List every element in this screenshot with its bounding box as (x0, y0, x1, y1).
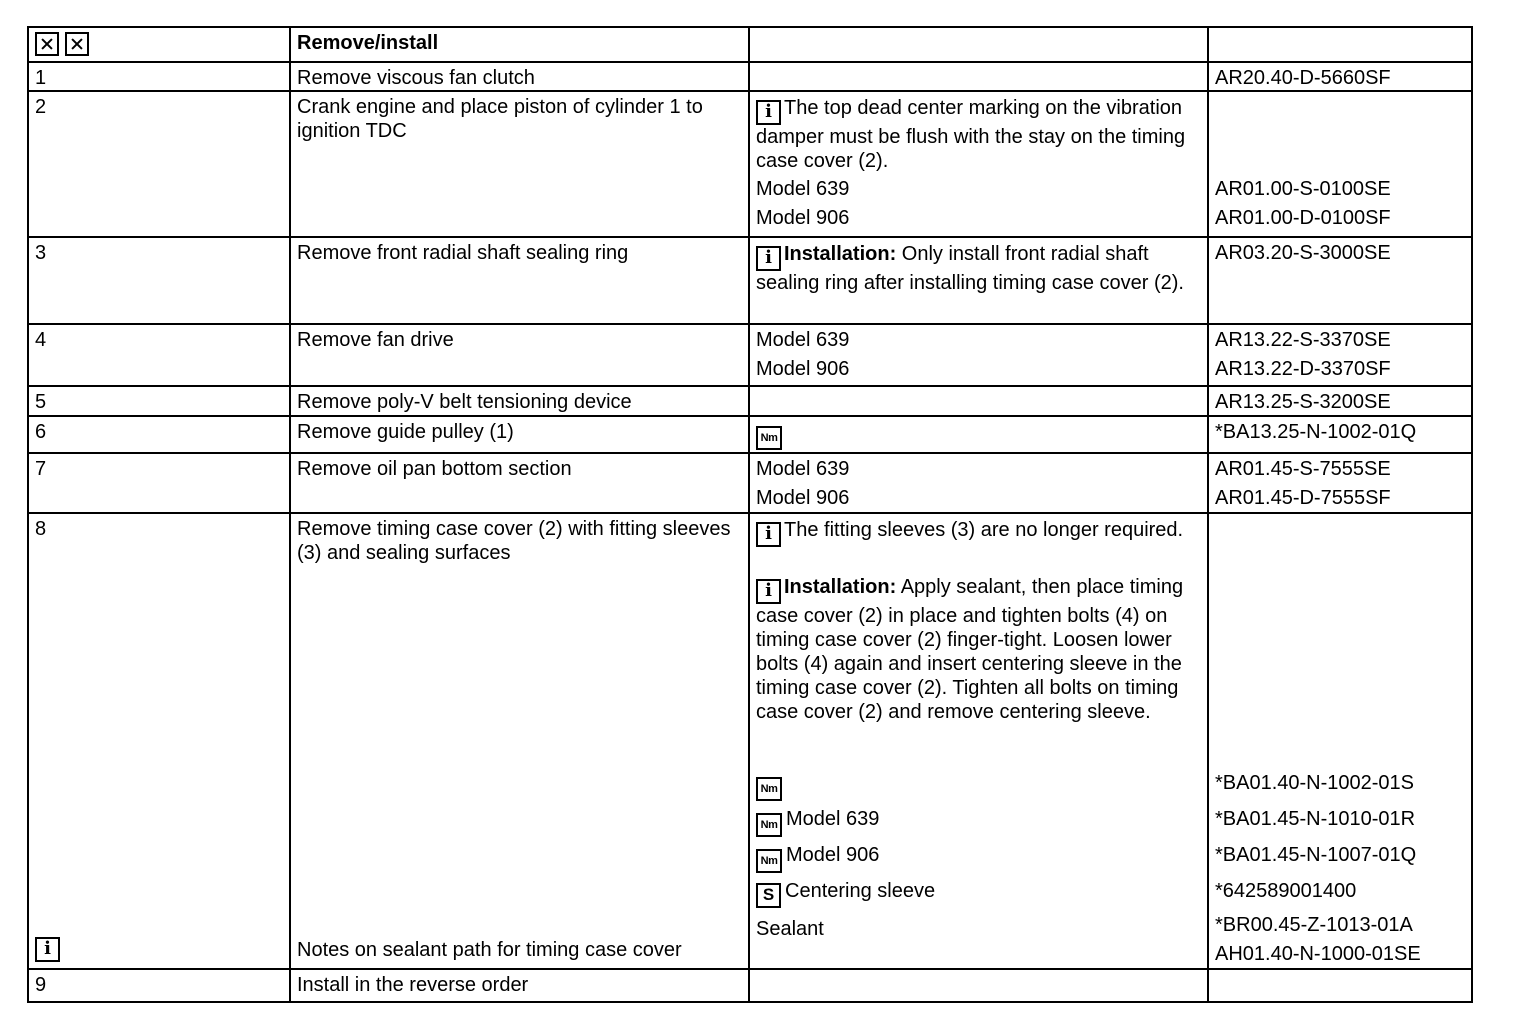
tool-label: Centering sleeve (785, 880, 936, 902)
model-label: Model 639 (756, 329, 850, 351)
header-empty (749, 27, 1208, 62)
model-label: Model 639 (786, 808, 880, 830)
document-link[interactable]: *BA01.45-N-1010-01R (1215, 808, 1416, 830)
step-text: Remove fan drive (297, 329, 454, 351)
document-link[interactable]: *BA13.25-N-1002-01Q (1215, 421, 1417, 443)
info-note: i Installation: Only install front radial shaft sealing ring after installing timing case cover (2). (756, 243, 1184, 294)
step-number: 7 (35, 458, 47, 480)
installation-note: i Installation: Apply sealant, then place timing case cover (2) in place and tighten bolts (4) on timing case cover (2) finger-tight. Loosen lower bolts (4) again and insert centering sleeve in the timing case cover (2). Tighten all bolts on timing case cover (2) and remove centering sleeve. (756, 576, 1184, 723)
procedure-table (27, 26, 1473, 1003)
table-row (28, 513, 1472, 969)
info-icon[interactable]: i (35, 937, 60, 962)
document-link[interactable]: AR13.25-S-3200SE (1215, 391, 1391, 413)
table-row (28, 969, 1472, 1002)
sealant-label: Sealant (756, 918, 824, 940)
document-link[interactable]: AR01.45-S-7555SE (1215, 458, 1391, 480)
document-link[interactable]: AR01.00-D-0100SF (1215, 207, 1391, 229)
notes-link-text[interactable]: Notes on sealant path for timing case cover (297, 939, 682, 961)
collapse-all-icon[interactable] (65, 32, 89, 56)
step-number: 8 (35, 518, 47, 540)
step-text: Remove guide pulley (1) (297, 421, 514, 443)
special-tool-icon[interactable]: S (756, 883, 781, 908)
info-note: i The top dead center marking on the vibration damper must be flush with the stay on the timing case cover (2). (756, 97, 1186, 172)
model-label: Model 639 (756, 458, 850, 480)
torque-icon[interactable]: Nm (756, 849, 782, 873)
model-label: Model 906 (786, 844, 880, 866)
document-link[interactable]: AR20.40-D-5660SF (1215, 67, 1391, 89)
document-link[interactable]: AR01.00-S-0100SE (1215, 178, 1391, 200)
step-number: 4 (35, 329, 47, 351)
step-number: 5 (35, 391, 47, 413)
info-icon[interactable]: i (756, 579, 781, 604)
document-link[interactable]: *BA01.40-N-1002-01S (1215, 772, 1415, 794)
model-label: Model 906 (756, 358, 850, 380)
step-text: Crank engine and place piston of cylinder 1 to ignition TDC (297, 96, 703, 142)
document-link[interactable]: AH01.40-N-1000-01SE (1215, 943, 1421, 965)
info-icon[interactable]: i (756, 522, 781, 547)
document-link[interactable]: AR13.22-S-3370SE (1215, 329, 1391, 351)
document-link[interactable]: *642589001400 (1215, 880, 1357, 902)
table-row (28, 62, 1472, 91)
step-number: 1 (35, 67, 47, 89)
step-number: 9 (35, 974, 47, 996)
document-link[interactable]: *BA01.45-N-1007-01Q (1215, 844, 1417, 866)
model-label: Model 906 (756, 207, 850, 229)
step-number: 3 (35, 242, 47, 264)
info-icon[interactable]: i (756, 100, 781, 125)
table-row (28, 386, 1472, 416)
step-text: Remove viscous fan clutch (297, 67, 535, 89)
table-row (28, 453, 1472, 513)
table-row (28, 91, 1472, 237)
table-row (28, 237, 1472, 324)
document-link[interactable]: AR01.45-D-7555SF (1215, 487, 1391, 509)
table-row (28, 416, 1472, 453)
step-text: Remove poly-V belt tensioning device (297, 391, 632, 413)
document-link[interactable]: AR13.22-D-3370SF (1215, 358, 1391, 380)
expand-all-icon[interactable] (35, 32, 59, 56)
model-label: Model 639 (756, 178, 850, 200)
info-icon[interactable]: i (756, 246, 781, 271)
model-label: Model 906 (756, 487, 850, 509)
step-text: Remove timing case cover (2) with fitting sleeves (3) and sealing surfaces (297, 518, 731, 564)
torque-icon[interactable]: Nm (756, 813, 782, 837)
torque-icon[interactable]: Nm (756, 777, 782, 801)
document-link[interactable]: *BR00.45-Z-1013-01A (1215, 914, 1413, 936)
step-number: 6 (35, 421, 47, 443)
step-text: Remove front radial shaft sealing ring (297, 242, 629, 264)
step-text: Install in the reverse order (297, 974, 529, 996)
header-empty (1208, 27, 1472, 62)
table-row (28, 324, 1472, 386)
info-note: i The fitting sleeves (3) are no longer required. (756, 514, 1201, 572)
step-text: Remove oil pan bottom section (297, 458, 572, 480)
document-link[interactable]: AR03.20-S-3000SE (1215, 242, 1391, 264)
step-number: 2 (35, 96, 47, 118)
header-icons-cell (28, 27, 290, 62)
header-row (28, 27, 1472, 62)
torque-icon[interactable]: Nm (756, 426, 782, 450)
header-title: Remove/install (290, 27, 749, 62)
